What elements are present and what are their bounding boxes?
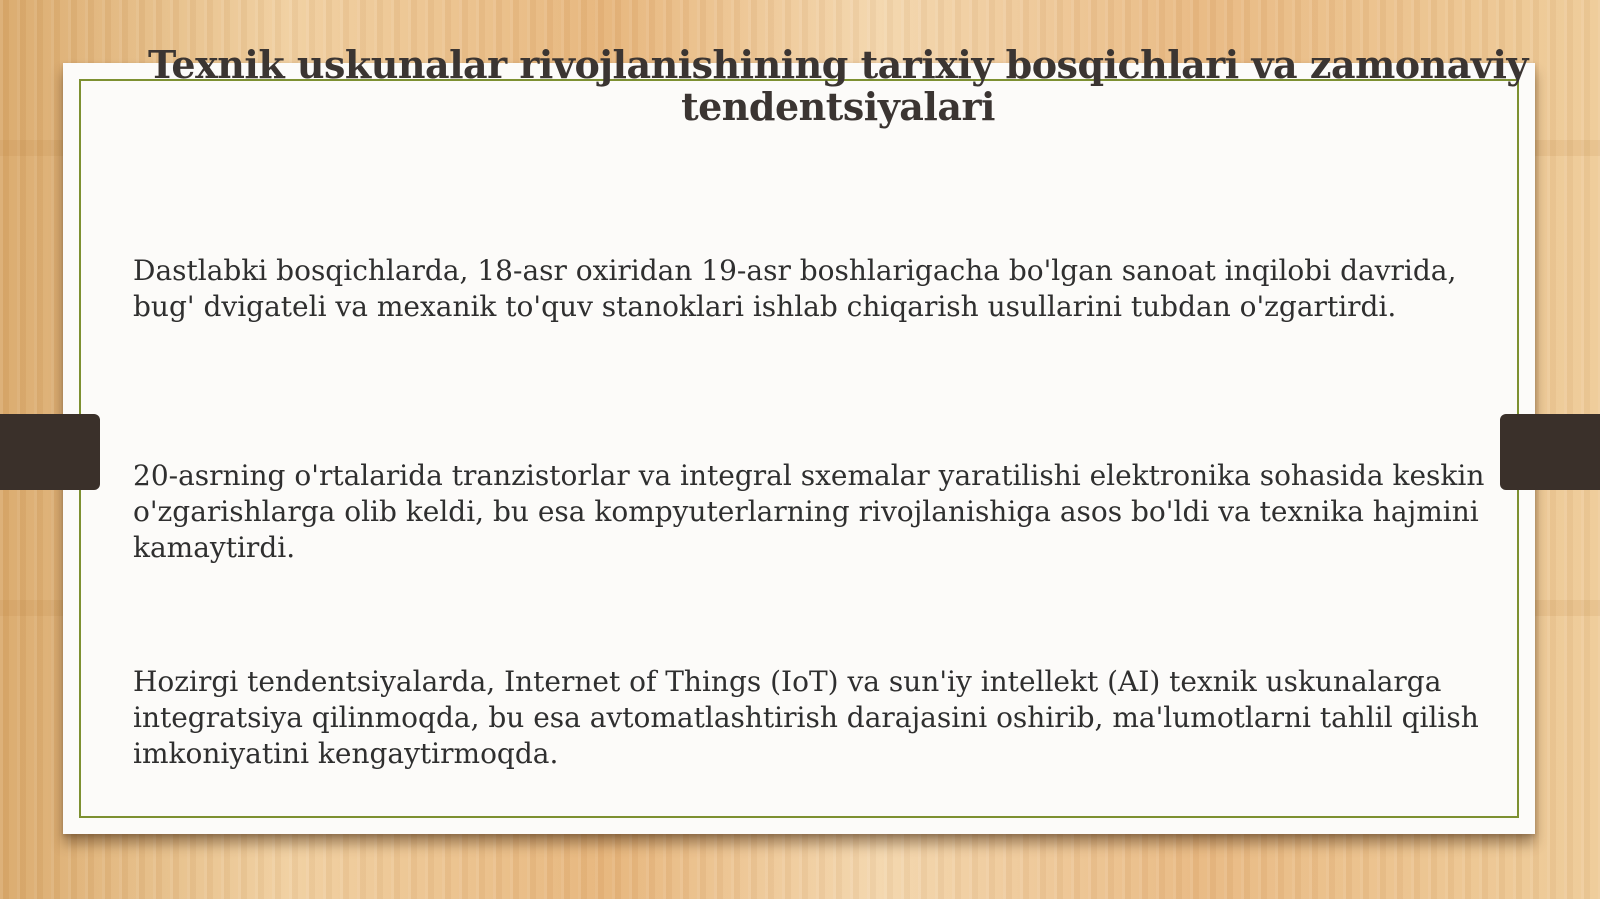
- paragraph-electronics: 20-asrning o'rtalarida tranzistorlar va integral sxemalar yaratilishi elektronika sohasida keskin o'zgarishlarga olib keldi, bu esa kompyuterlarning rivojlanishiga asos bo'ldi va texnika hajmini kamaytirdi.: [133, 459, 1485, 564]
- slide-title: Texnik uskunalar rivojlanishining tarixiy bosqichlari va zamonaviy tendentsiyalari: [148, 42, 1528, 129]
- left-side-tab: [0, 414, 100, 490]
- paragraph-industrial-revolution: Dastlabki bosqichlarda, 18-asr oxiridan 19-asr boshlarigacha bo'lgan sanoat inqilobi davrida, bug' dvigateli va mexanik to'quv stanoklari ishlab chiqarish usullarini tubdan o'zgartirdi.: [133, 254, 1457, 323]
- paragraph-modern-trends: Hozirgi tendentsiyalarda, Internet of Things (IoT) va sun'iy intellekt (AI) texnik uskunalarga integratsiya qilinmoqda, bu esa avtomatlashtirish darajasini oshirib, ma'lumotlarni tahlil qilish imkoniyatini kengaytirmoqda.: [133, 665, 1479, 770]
- right-side-tab: [1500, 414, 1600, 490]
